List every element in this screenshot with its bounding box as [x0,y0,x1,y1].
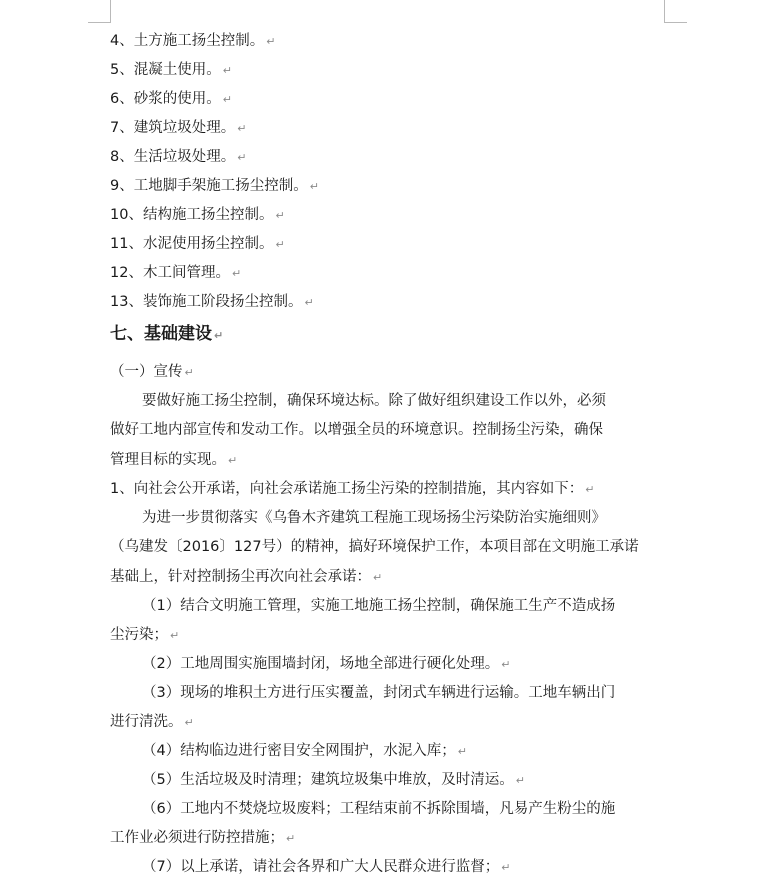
paragraph-mark: ↵ [237,122,247,135]
paragraph-mark: ↵ [304,296,314,309]
subheading: （一）宣传 ↵ [110,364,194,380]
paragraph-mark: ↵ [228,454,238,467]
list-item: 6、砂浆的使用。 ↵ [110,91,232,107]
paragraph-mark: ↵ [457,745,467,758]
paragraph-line: 基础上，针对控制扬尘再次向社会承诺： ↵ [110,569,383,585]
paragraph-mark: ↵ [231,267,242,280]
commitment-line: （6）工地内不焚烧垃圾废料；工程结束前不拆除围墙，凡易产生粉尘的施 [142,801,616,817]
list-item: 13、装饰施工阶段扬尘控制。 ↵ [110,294,314,310]
paragraph-line: 做好工地内部宣传和发动工作。以增强全员的环境意识。控制扬尘污染，确保 [110,422,603,438]
paragraph-line: 管理目标的实现。 ↵ [110,452,238,468]
page-corner-mark-left [88,0,111,23]
paragraph-line: （乌建发〔2016〕127号）的精神，搞好环境保护工作，本项目部在文明施工承诺 [110,539,639,555]
section-heading: 七、基础建设 ↵ [110,324,224,344]
list-item: 4、土方施工扬尘控制。 ↵ [110,33,276,49]
paragraph-mark: ↵ [515,774,525,787]
paragraph-mark: ↵ [309,180,319,193]
list-item: 12、木工间管理。 ↵ [110,265,242,281]
paragraph-mark: ↵ [286,832,296,845]
paragraph-mark: ↵ [501,861,511,874]
commitment-line: （7）以上承诺，请社会各界和广大人民群众进行监督； ↵ [142,859,511,875]
paragraph-mark: ↵ [222,64,232,77]
paragraph-mark: ↵ [373,571,383,584]
commitment-line: 工作业必须进行防控措施； ↵ [110,830,296,846]
paragraph-mark: ↵ [184,716,194,729]
paragraph-mark: ↵ [266,35,276,48]
paragraph-mark: ↵ [214,329,224,342]
commitment-line: （2）工地周围实施围墙封闭，场地全部进行硬化处理。 ↵ [142,656,511,672]
commitment-line: （4）结构临边进行密目安全网围护，水泥入库； ↵ [142,743,467,759]
commitment-line: （1）结合文明施工管理，实施工地施工扬尘控制，确保施工生产不造成扬 [142,598,616,614]
paragraph-mark: ↵ [170,629,180,642]
commitment-line: 进行清洗。 ↵ [110,714,194,730]
list-item: 10、结构施工扬尘控制。 ↵ [110,207,285,223]
paragraph-mark: ↵ [237,151,247,164]
paragraph-mark: ↵ [585,483,595,496]
list-item: 5、混凝土使用。 ↵ [110,62,232,78]
paragraph-mark: ↵ [222,93,232,106]
commitment-line: 尘污染； ↵ [110,627,180,643]
page-corner-mark-right [664,0,687,23]
paragraph-line: 为进一步贯彻落实《乌鲁木齐建筑工程施工现场扬尘污染防治实施细则》 [142,510,606,526]
paragraph-line: 要做好施工扬尘控制，确保环境达标。除了做好组织建设工作以外，必须 [142,393,606,409]
paragraph-mark: ↵ [501,658,511,671]
numbered-heading: 1、向社会公开承诺，向社会承诺施工扬尘污染的控制措施，其内容如下： ↵ [110,481,595,497]
list-item: 9、工地脚手架施工扬尘控制。 ↵ [110,178,319,194]
list-item: 8、生活垃圾处理。 ↵ [110,149,247,165]
list-item: 11、水泥使用扬尘控制。 ↵ [110,236,285,252]
commitment-line: （5）生活垃圾及时清理；建筑垃圾集中堆放，及时清运。 ↵ [142,772,525,788]
paragraph-mark: ↵ [184,366,194,379]
paragraph-mark: ↵ [275,238,285,251]
list-item: 7、建筑垃圾处理。 ↵ [110,120,247,136]
paragraph-mark: ↵ [275,209,285,222]
commitment-line: （3）现场的堆积土方进行压实覆盖，封闭式车辆进行运输。工地车辆出门 [142,685,616,701]
